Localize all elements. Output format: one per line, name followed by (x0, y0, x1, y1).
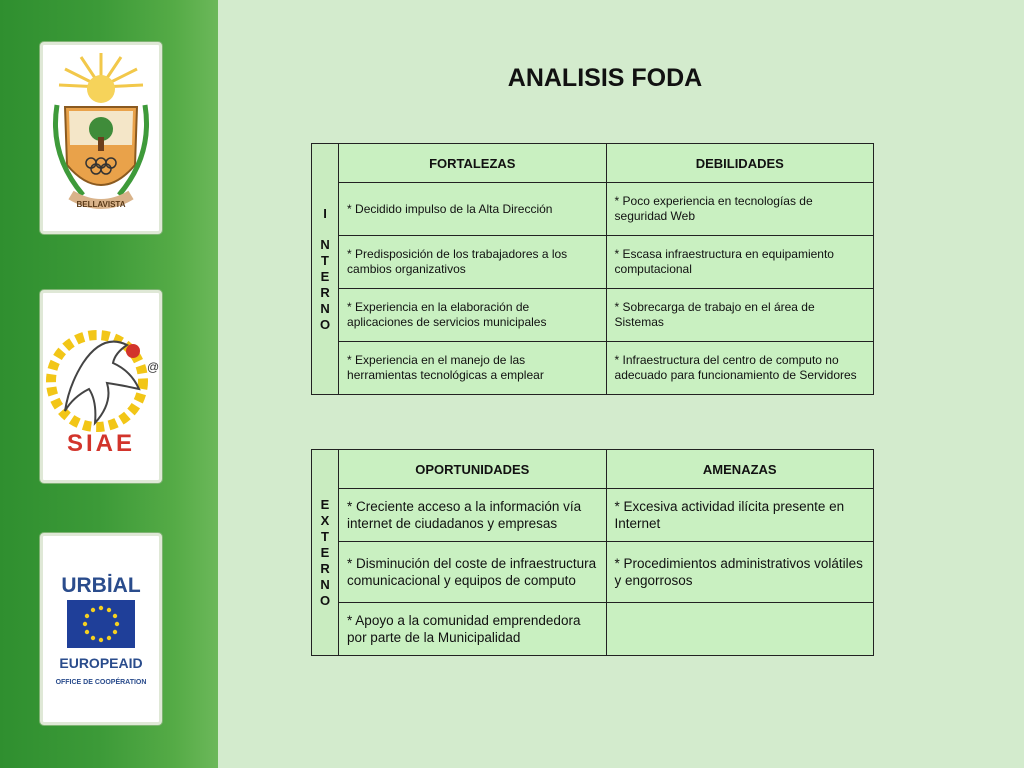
externo-label: EXTERNO (312, 450, 339, 656)
amenaza-cell: * Excesiva actividad ilícita presente en Internet (606, 489, 873, 542)
amenaza-cell (606, 603, 873, 656)
table-row (312, 603, 874, 656)
debilidad-cell: * Escasa infraestructura en equipamiento computacional (606, 236, 873, 289)
oportunidad-cell: * Creciente acceso a la información vía internet de ciudadanos y empresas (339, 489, 606, 542)
externo-table (311, 449, 874, 656)
svg-text:@: @ (147, 360, 159, 374)
bellavista-crest-icon (43, 45, 159, 231)
debilidad-cell: * Sobrecarga de trabajo en el área de Sistemas (606, 289, 873, 342)
oportunidades-header: OPORTUNIDADES (339, 450, 606, 489)
table-row (312, 542, 874, 603)
table-row (312, 183, 874, 236)
siae-mascot-icon (43, 293, 159, 480)
fortaleza-cell: * Experiencia en la elaboración de aplicaciones de servicios municipales (339, 289, 606, 342)
sidebar (0, 0, 218, 768)
bellavista-logo (40, 42, 162, 234)
amenaza-cell: * Procedimientos administrativos volátiles y engorrosos (606, 542, 873, 603)
interno-table (311, 143, 874, 395)
svg-text:URBİAL: URBİAL (61, 574, 141, 597)
eu-flag-icon (43, 536, 159, 722)
fortaleza-cell: * Predisposición de los trabajadores a los cambios organizativos (339, 236, 606, 289)
debilidad-cell: * Poco experiencia en tecnologías de seguridad Web (606, 183, 873, 236)
oportunidad-cell: * Disminución del coste de infraestructura comunicacional y equipos de computo (339, 542, 606, 603)
fortaleza-cell: * Experiencia en el manejo de las herramientas tecnológicas a emplear (339, 342, 606, 395)
table-row (312, 236, 874, 289)
table-row (312, 289, 874, 342)
table-row (312, 489, 874, 542)
oportunidad-cell: * Apoyo a la comunidad emprendedora por parte de la Municipalidad (339, 603, 606, 656)
debilidades-header: DEBILIDADES (606, 144, 873, 183)
fortalezas-header: FORTALEZAS (339, 144, 606, 183)
svg-text:EUROPEAID: EUROPEAID (59, 655, 143, 671)
urbal-europeaid-logo (40, 533, 162, 725)
svg-text:BELLAVISTA: BELLAVISTA (76, 200, 126, 209)
table-row (312, 342, 874, 395)
fortaleza-cell: * Decidido impulso de la Alta Dirección (339, 183, 606, 236)
svg-text:OFFICE DE COOPÉRATION: OFFICE DE COOPÉRATION (55, 679, 147, 686)
page-title: ANALISIS FODA (507, 64, 703, 92)
svg-text:SIAE: SIAE (66, 430, 136, 457)
debilidad-cell: * Infraestructura del centro de computo no adecuado para funcionamiento de Servidores (606, 342, 873, 395)
interno-label: I NTERNO (312, 144, 339, 395)
siae-logo (40, 290, 162, 483)
amenazas-header: AMENAZAS (606, 450, 873, 489)
